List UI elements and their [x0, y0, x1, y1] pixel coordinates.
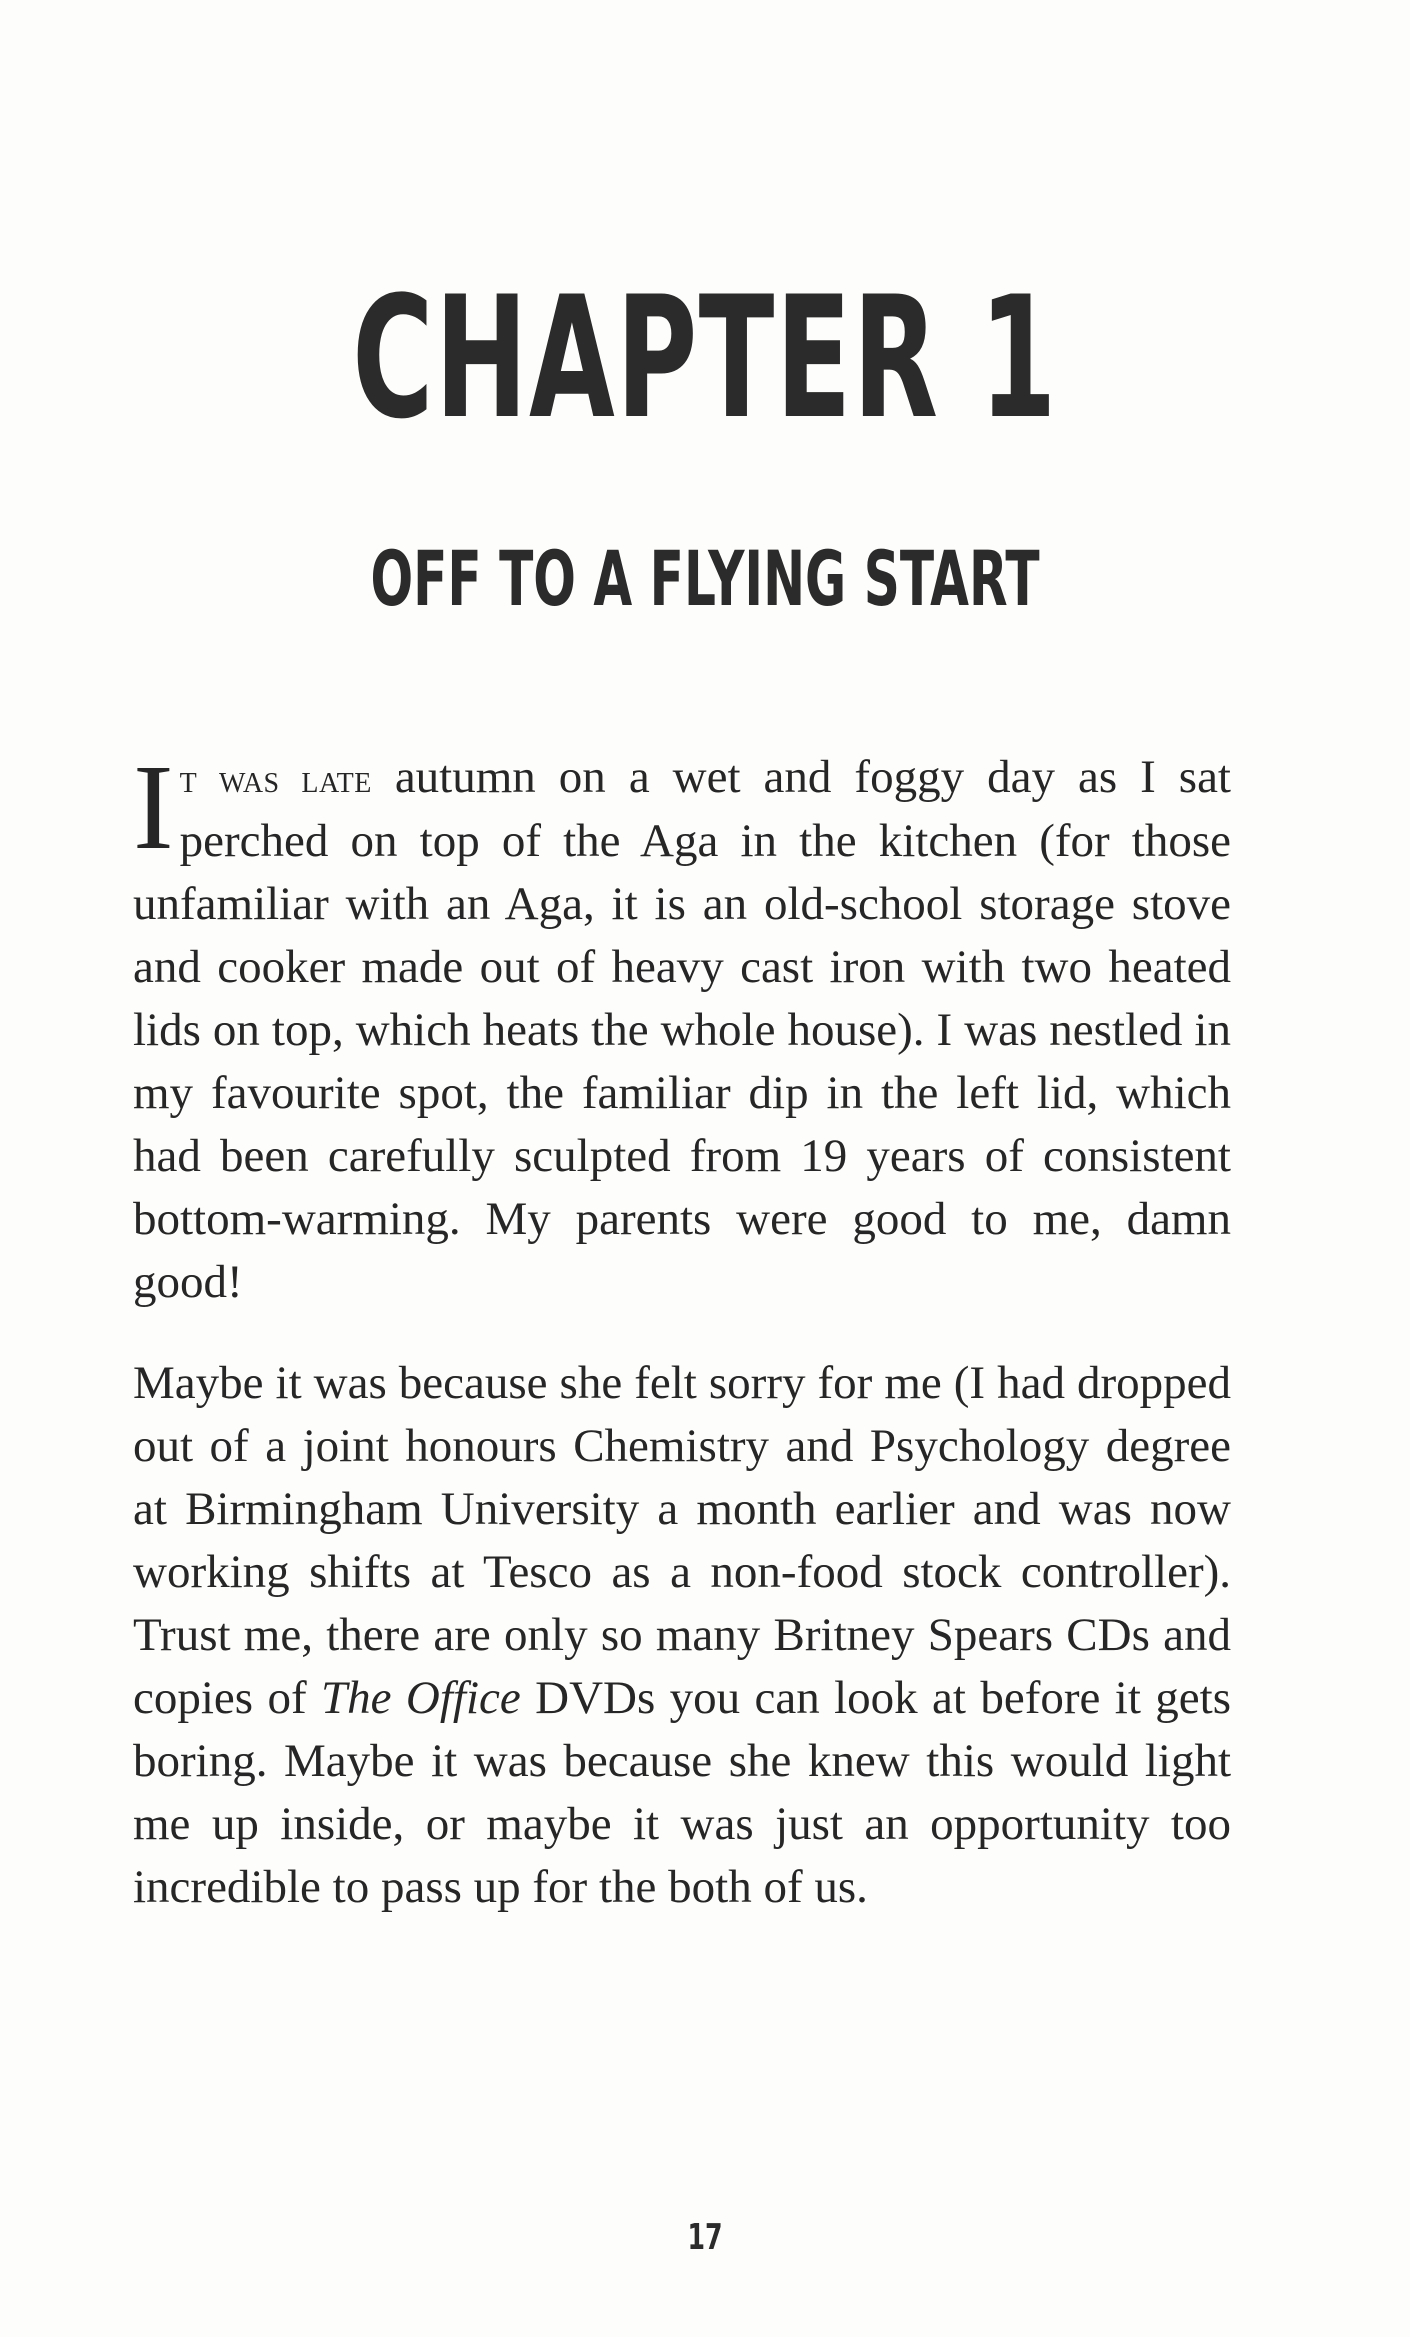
paragraph-1: [133, 740, 1231, 1314]
chapter-title: CHAPTER 1: [352, 260, 1058, 456]
body-text: [133, 740, 1231, 1919]
page-number: 17: [687, 2217, 723, 2258]
drop-cap: I: [133, 740, 174, 875]
paragraph-1-text: autumn on a wet and foggy day as I sat perched on top of the Aga in the kitchen (for those unfamiliar with an Aga, it is an old-school storage stove and cooker made out of heavy cast iron with two heated lids on top, which heats the whole house). I was nestled in my favourite spot, the familiar dip in the left lid, which had been carefully sculpted from 19 years of consistent bottom-warming. My parents were good to me, damn good!: [133, 751, 1231, 1308]
paragraph-2-text-after: DVDs you can look at before it gets boring. Maybe it was because she knew this would light me up inside, or maybe it was just an opportunity too incredible to pass up for the both of us.: [133, 1672, 1231, 1913]
paragraph-2-text-before: Maybe it was because she felt sorry for me (I had dropped out of a joint honours Chemistry and Psychology degree at Birmingham University a month earlier and was now working shifts at Tesco as a non-food stock controller). Trust me, there are only so many Britney Spears CDs and copies of: [133, 1357, 1231, 1724]
chapter-subtitle: OFF TO A FLYING START: [370, 534, 1040, 623]
paragraph-2: [133, 1352, 1231, 1919]
lead-in-smallcaps: t was late: [179, 756, 372, 801]
paragraph-2-italic-title: The Office: [321, 1672, 521, 1724]
